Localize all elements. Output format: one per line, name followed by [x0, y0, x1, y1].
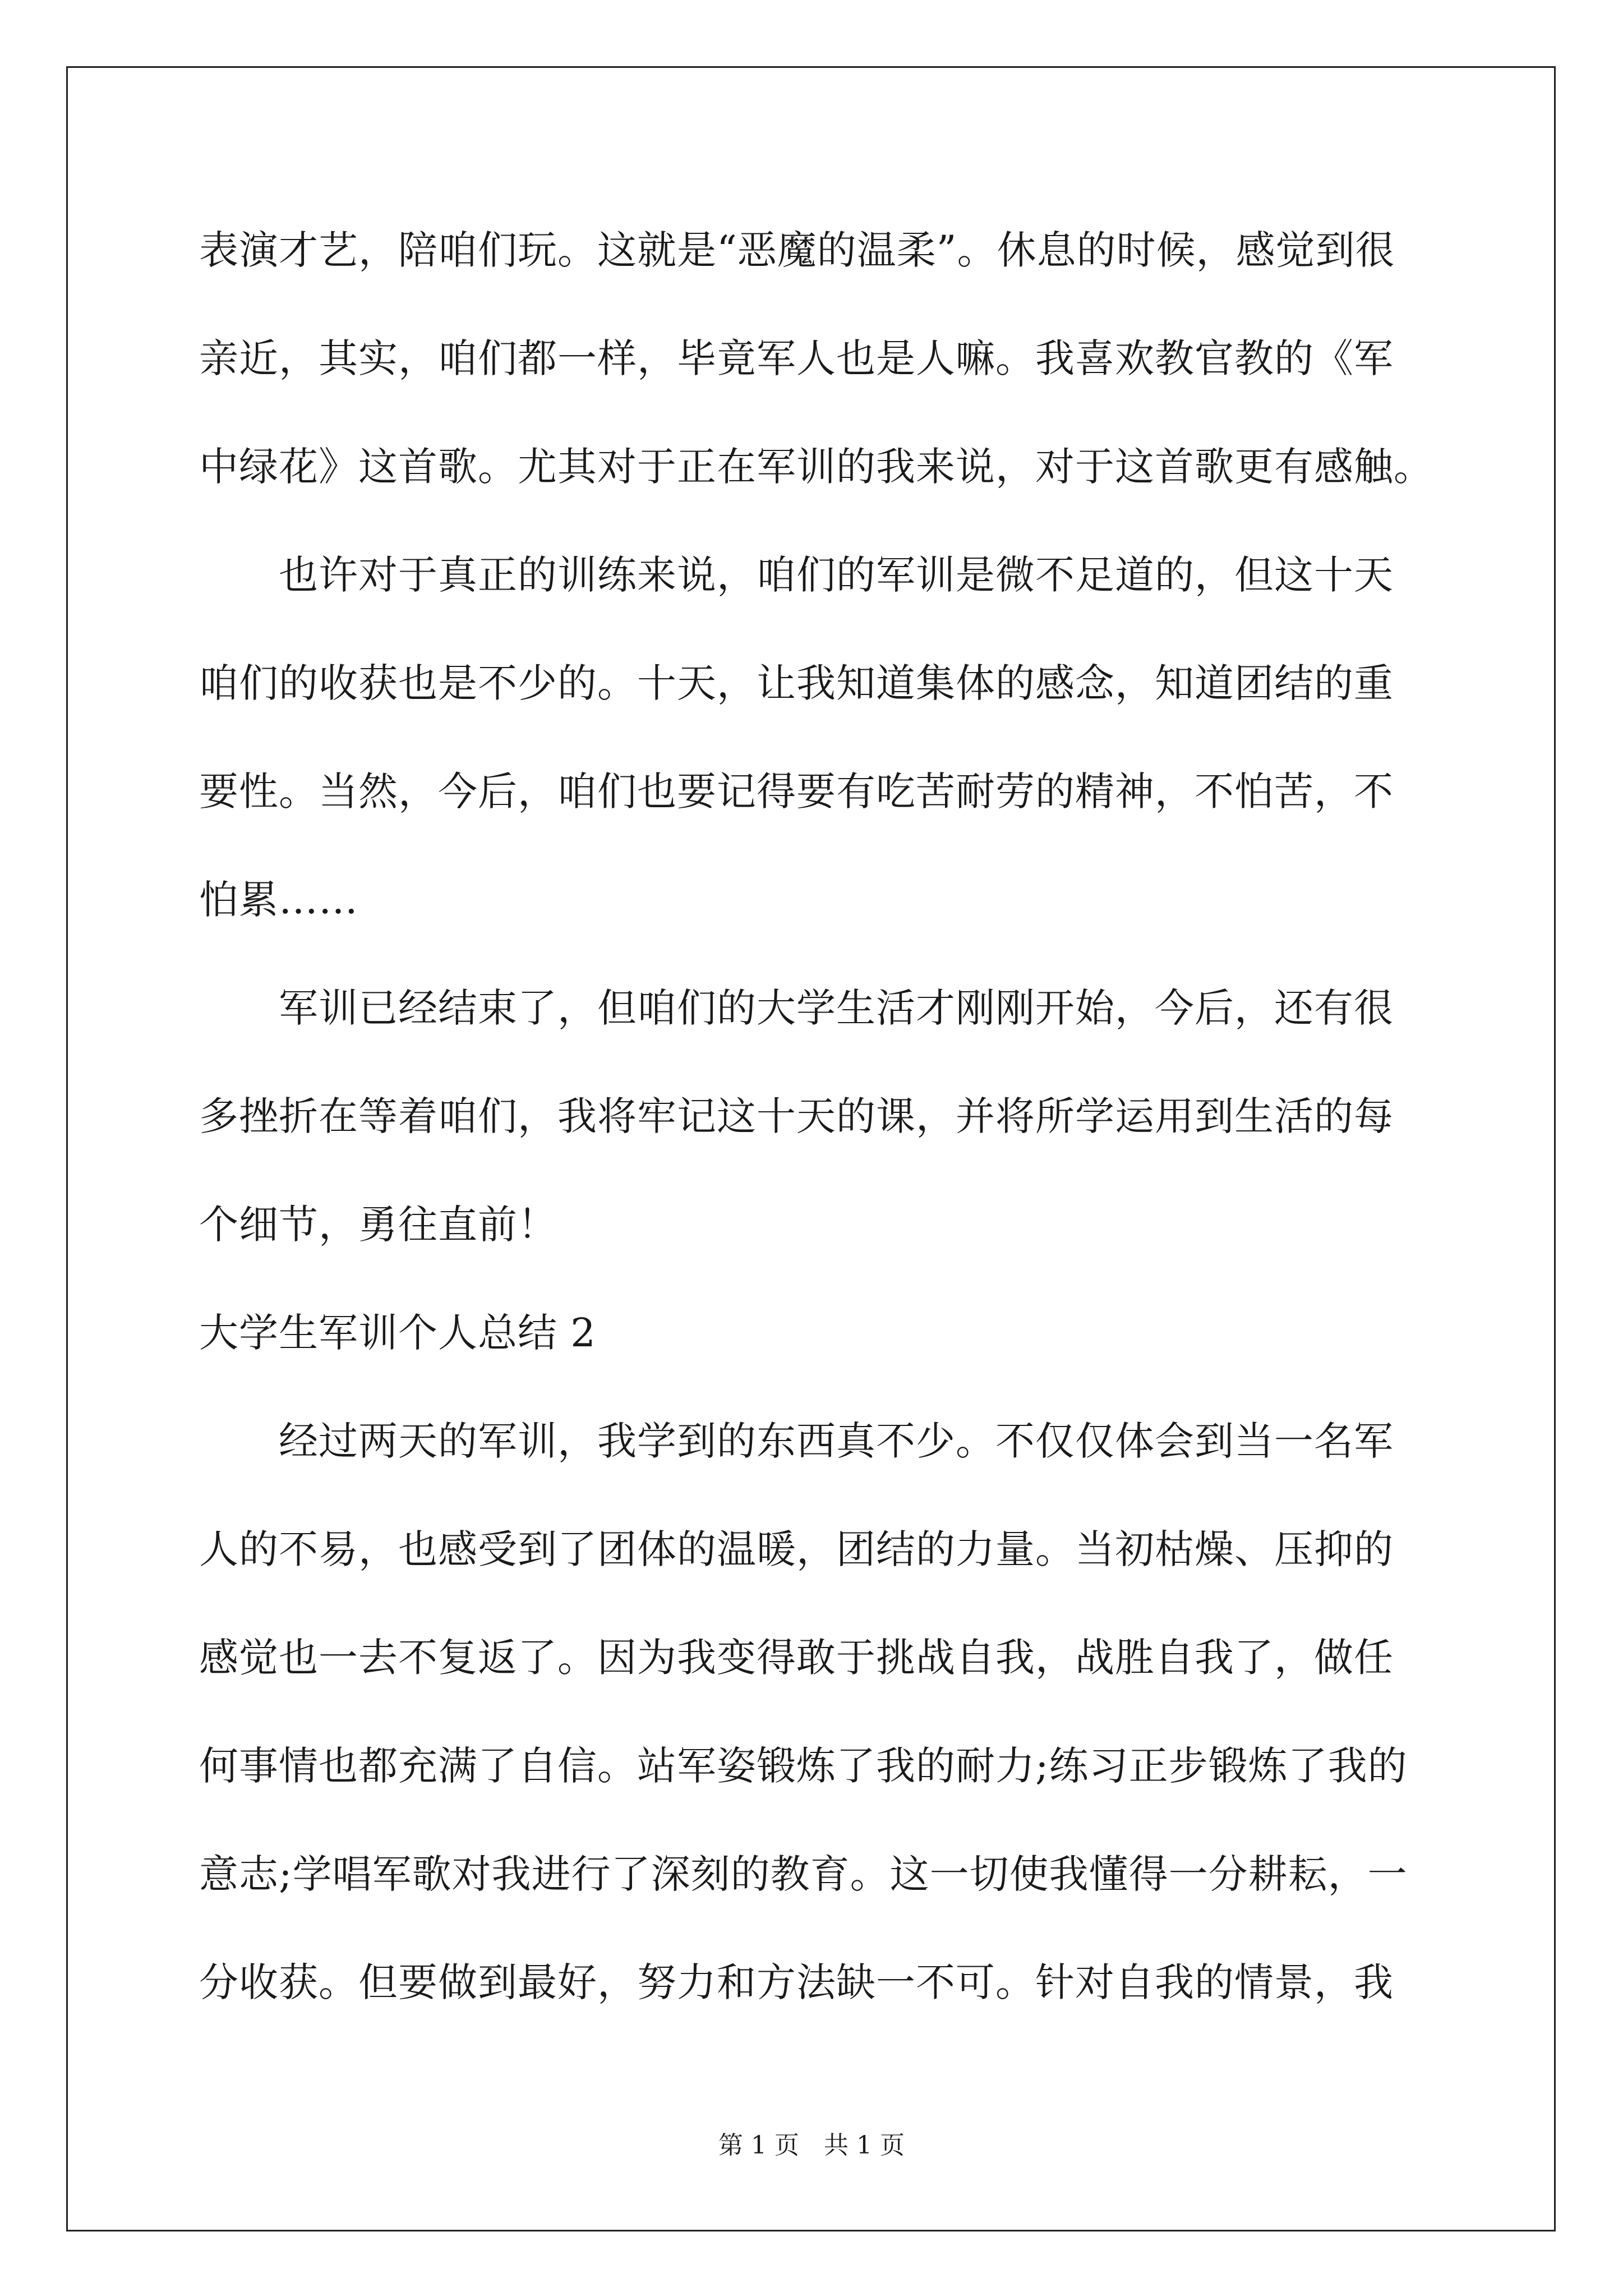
text-line: 军训已经结束了，但咱们的大学生活才刚刚开始，今后，还有很 — [199, 985, 1394, 1031]
text-line: 个细节，勇往直前！ — [199, 1202, 557, 1248]
text-line: 中绿花》这首歌。尤其对于正在军训的我来说，对于这首歌更有感触。 — [199, 444, 1433, 490]
page-footer: 第 1 页 共 1 页 — [718, 2131, 905, 2160]
text-line: 咱们的收获也是不少的。十天，让我知道集体的感念，知道团结的重 — [199, 660, 1394, 706]
text-line: 多挫折在等着咱们，我将牢记这十天的课，并将所学运用到生活的每 — [199, 1093, 1394, 1139]
text-line: 要性。当然，今后，咱们也要记得要有吃苦耐劳的精神，不怕苦，不 — [199, 769, 1394, 815]
text-line: 经过两天的军训，我学到的东西真不少。不仅仅体会到当一名军 — [199, 1418, 1394, 1464]
text-line: 怕累…… — [199, 877, 358, 923]
text-line: 表演才艺，陪咱们玩。这就是“恶魔的温柔”。休息的时候，感觉到很 — [199, 227, 1395, 273]
text-line: 感觉也一去不复返了。因为我变得敢于挑战自我，战胜自我了，做任 — [199, 1635, 1394, 1681]
text-line: 意志;学唱军歌对我进行了深刻的教育。这一切使我懂得一分耕耘，一 — [199, 1851, 1408, 1897]
text-line: 人的不易，也感受到了团体的温暖，团结的力量。当初枯燥、压抑的 — [199, 1526, 1394, 1572]
text-line: 分收获。但要做到最好，努力和方法缺一不可。针对自我的情景，我 — [199, 1959, 1394, 2005]
section-heading: 大学生军训个人总结 2 — [199, 1310, 596, 1356]
text-line: 亲近，其实，咱们都一样，毕竟军人也是人嘛。我喜欢教官教的《军 — [199, 335, 1394, 381]
text-line: 何事情也都充满了自信。站军姿锻炼了我的耐力;练习正步锻炼了我的 — [199, 1743, 1408, 1789]
text-line: 也许对于真正的训练来说，咱们的军训是微不足道的，但这十天 — [199, 552, 1394, 598]
